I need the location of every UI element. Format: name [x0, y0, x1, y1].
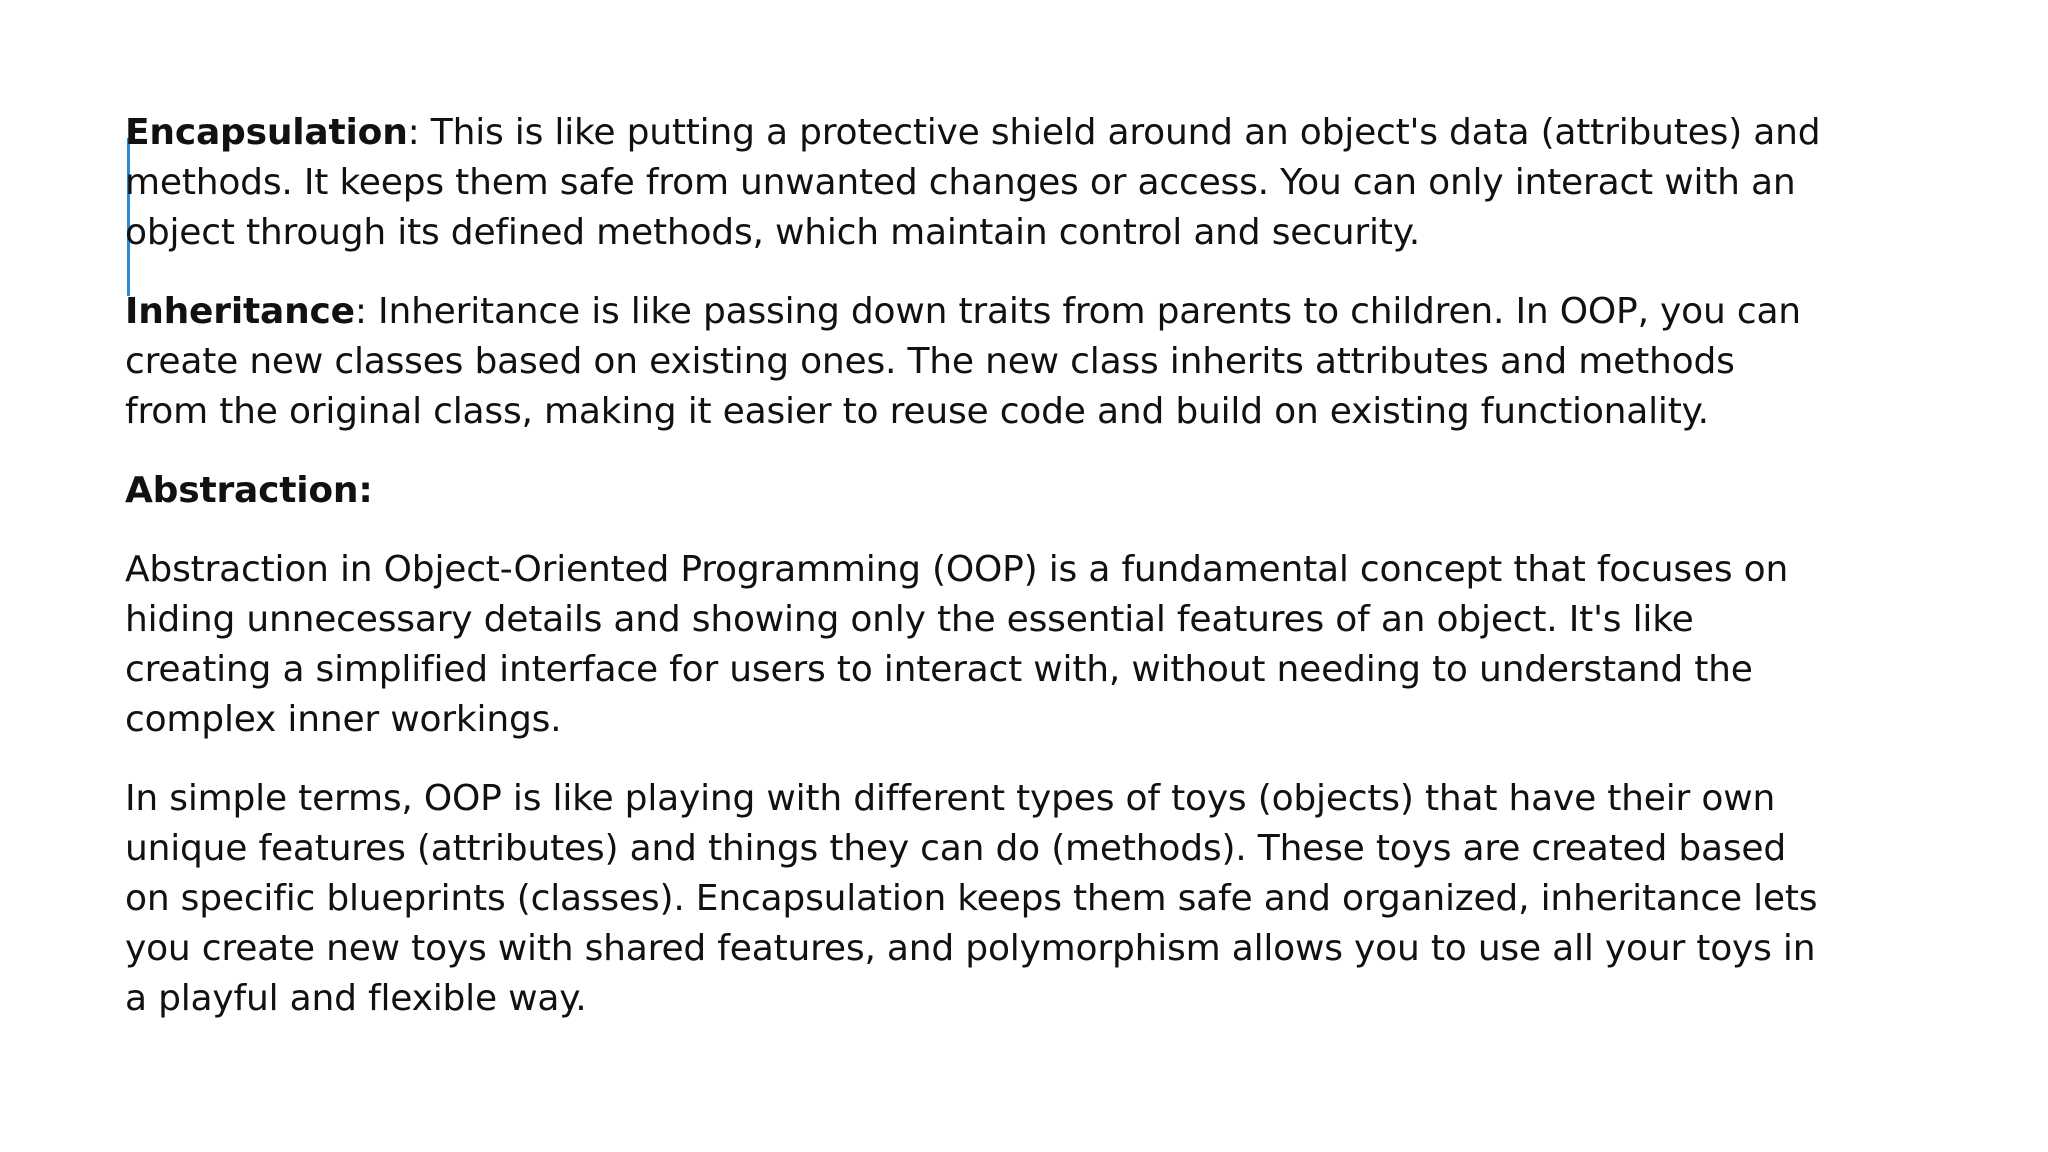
term-inheritance: Inheritance — [125, 291, 355, 332]
text-encapsulation: : This is like putting a protective shield around an object's data (attributes) and methods. It keeps them safe from unwanted changes or access. You can only interact with an object through its defined methods, which maintain control and security. — [125, 112, 1821, 253]
text-inheritance: : Inheritance is like passing down traits from parents to children. In OOP, you can create new classes based on existing ones. The new class inherits attributes and methods from the original class, making it easier to reuse code and build on existing functionality. — [125, 291, 1801, 432]
term-encapsulation: Encapsulation — [125, 112, 408, 153]
text-abstraction: Abstraction in Object-Oriented Programming (OOP) is a fundamental concept that focuses on hiding unnecessary details and showing only the essential features of an object. It's like creating a simplified interface for users to interact with, without needing to understand the complex inner workings. — [125, 549, 1789, 740]
paragraph-abstraction-heading — [125, 466, 1825, 516]
paragraph-inheritance — [125, 287, 1825, 437]
text-summary: In simple terms, OOP is like playing with different types of toys (objects) that have their own unique features (attributes) and things they can do (methods). These toys are created based on specific blueprints (classes). Encapsulation keeps them safe and organized, inheritance lets you create new toys with shared features, and polymorphism allows you to use all your toys in a playful and flexible way. — [125, 778, 1818, 1019]
paragraph-encapsulation — [125, 108, 1825, 258]
term-abstraction: Abstraction: — [125, 470, 373, 511]
paragraph-abstraction — [125, 545, 1825, 745]
slide-text-body[interactable] — [125, 108, 1825, 1053]
paragraph-summary — [125, 774, 1825, 1024]
